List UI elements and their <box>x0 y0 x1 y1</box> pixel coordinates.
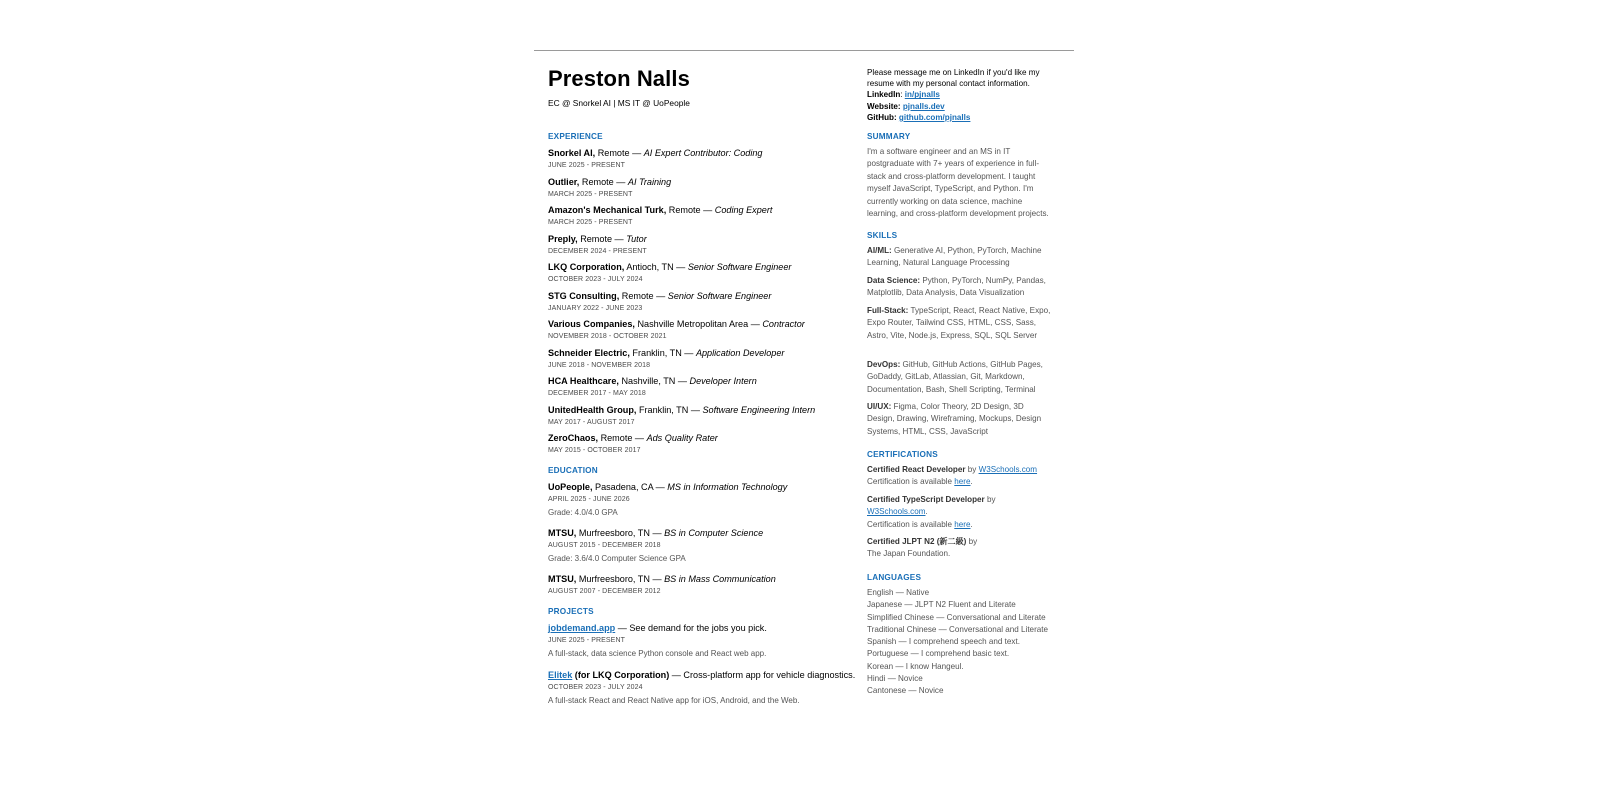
contact-block <box>867 67 1067 123</box>
project-dates: OCTOBER 2023 - JULY 2024 <box>548 684 643 691</box>
experience-location: Remote — <box>621 291 666 301</box>
contact-linkedin: LinkedIn: in/pjnalls <box>867 90 940 100</box>
experience-role: Senior Software Engineer <box>687 262 792 272</box>
experience-company: Outlier, <box>548 177 580 187</box>
resume-page <box>534 50 1074 790</box>
skill-list-text: Python, PyTorch, NumPy, Pandas, Matplotlib, Data Analysis, Data Visualization <box>867 276 1046 298</box>
experience-dates: MARCH 2025 - PRESENT <box>548 191 633 198</box>
certification-issuer: The Japan Foundation. <box>867 549 951 559</box>
education-dates: APRIL 2025 - JUNE 2026 <box>548 496 630 503</box>
language-item: Cantonese — Novice <box>867 686 944 696</box>
skill-list-text: Generative AI, Python, PyTorch, Machine Learning, Natural Language Processing <box>867 246 1042 268</box>
project-tagline: — See demand for the jobs you pick. <box>615 623 767 633</box>
experience-title <box>548 348 784 359</box>
language-item: Japanese — JLPT N2 Fluent and Literate <box>867 600 1016 610</box>
project-title <box>548 670 855 681</box>
experience-company: Preply, <box>548 234 578 244</box>
experience-location: Remote — <box>668 205 713 215</box>
skill-category: Full-Stack: <box>867 306 909 315</box>
certification-title: Certified React Developer <box>867 465 966 474</box>
skill-list-text: GitHub, GitHub Actions, GitHub Pages, GoDaddy, GitLab, Atlassian, Git, Markdown, Documentation, Bash, Shell Scripting, Terminal <box>867 360 1043 394</box>
experience-role: Developer Intern <box>689 376 757 386</box>
education-location: Murfreesboro, TN — <box>578 528 662 538</box>
certification-entry <box>867 536 1053 561</box>
contact-message: Please message me on LinkedIn if you'd like my resume with my personal contact information. <box>867 68 1040 89</box>
experience-company: Schneider Electric, <box>548 348 630 358</box>
experience-title <box>548 177 671 188</box>
education-location: Murfreesboro, TN — <box>578 574 662 584</box>
language-item: Korean — I know Hangeul. <box>867 661 964 671</box>
certification-entry <box>867 464 1053 489</box>
language-item: Simplified Chinese — Conversational and Literate <box>867 612 1046 622</box>
language-item: Spanish — I comprehend speech and text. <box>867 637 1020 647</box>
skill-category: AI/ML: <box>867 246 892 255</box>
experience-entry <box>548 177 671 199</box>
experience-dates: OCTOBER 2023 - JULY 2024 <box>548 276 643 283</box>
experience-entry <box>548 319 805 341</box>
experience-entry <box>548 291 771 313</box>
project-entry <box>548 623 767 659</box>
certification-title-line <box>867 536 1053 548</box>
education-entry <box>548 528 763 564</box>
experience-location: Franklin, TN — <box>638 405 700 415</box>
summary-text: I'm a software engineer and an MS in IT postgraduate with 7+ years of experience in full-stack and cross-platform development. I taught myself JavaScript, TypeScript, and Python. I'm currently working on data science, machine learning, and cross-platform development projects. <box>867 147 1049 219</box>
experience-role: Tutor <box>626 234 647 244</box>
experience-dates: JUNE 2025 - PRESENT <box>548 162 625 169</box>
education-school: UoPeople, <box>548 482 593 492</box>
certification-availability <box>867 519 1053 531</box>
experience-company: STG Consulting, <box>548 291 620 301</box>
experience-role: AI Expert Contributor: Coding <box>643 148 763 158</box>
experience-location: Remote — <box>600 433 645 443</box>
certification-title: Certified JLPT N2 (新二級) <box>867 537 967 546</box>
experience-title <box>548 433 718 444</box>
certification-here-link[interactable]: here <box>954 477 971 487</box>
experience-title <box>548 376 757 387</box>
skill-entry <box>867 305 1053 342</box>
certification-availability <box>867 476 1053 488</box>
education-degree: BS in Computer Science <box>664 528 764 538</box>
experience-dates: DECEMBER 2024 - PRESENT <box>548 248 647 255</box>
experience-location: Nashville, TN — <box>621 376 687 386</box>
experience-entry <box>548 148 763 170</box>
experience-role: Application Developer <box>695 348 785 358</box>
website-label: Website: <box>867 101 901 111</box>
experience-entry <box>548 433 718 455</box>
experience-role: Coding Expert <box>714 205 773 215</box>
education-grade: Grade: 3.6/4.0 Computer Science GPA <box>548 554 686 563</box>
project-description: A full-stack, data science Python console and React web app. <box>548 649 767 658</box>
experience-role: Contractor <box>762 319 805 329</box>
experience-entry <box>548 405 815 427</box>
experience-company: Various Companies, <box>548 319 635 329</box>
certification-issuer-link[interactable]: W3Schools.com <box>978 465 1038 474</box>
education-dates: AUGUST 2007 - DECEMBER 2012 <box>548 588 661 595</box>
experience-role: Ads Quality Rater <box>646 433 718 443</box>
project-client: (for LKQ Corporation) <box>572 670 670 680</box>
experience-location: Remote — <box>597 148 642 158</box>
education-location: Pasadena, CA — <box>595 482 665 492</box>
experience-entry <box>548 234 647 256</box>
experience-entry <box>548 262 791 284</box>
skill-list-text: Figma, Color Theory, 2D Design, 3D Design, Drawing, Wireframing, Mockups, Design Systems, HTML, CSS, JavaScript <box>867 402 1042 436</box>
certification-issuer-line <box>867 506 1053 518</box>
project-title <box>548 623 767 634</box>
github-link[interactable]: github.com/pjnalls <box>898 112 971 122</box>
experience-company: Snorkel AI, <box>548 148 596 158</box>
experience-location: Remote — <box>581 177 626 187</box>
education-dates: AUGUST 2015 - DECEMBER 2018 <box>548 542 661 549</box>
certification-entry <box>867 494 1053 531</box>
experience-title <box>548 262 791 273</box>
experience-title <box>548 405 815 416</box>
experience-dates: MARCH 2025 - PRESENT <box>548 219 633 226</box>
projects-heading: PROJECTS <box>548 607 594 616</box>
summary-heading: SUMMARY <box>867 132 911 141</box>
experience-company: LKQ Corporation, <box>548 262 625 272</box>
website-link[interactable]: pjnalls.dev <box>902 101 945 111</box>
experience-company: Amazon's Mechanical Turk, <box>548 205 667 215</box>
certification-issuer-link[interactable]: W3Schools.com <box>867 507 926 517</box>
education-grade: Grade: 4.0/4.0 GPA <box>548 508 618 517</box>
education-degree: MS in Information Technology <box>667 482 788 492</box>
experience-title <box>548 319 805 330</box>
languages-list <box>867 587 1053 698</box>
top-divider <box>534 50 1074 51</box>
experience-entry <box>548 205 772 227</box>
education-heading: EDUCATION <box>548 466 598 475</box>
project-description: A full-stack React and React Native app for iOS, Android, and the Web. <box>548 696 800 705</box>
project-entry <box>548 670 855 706</box>
contact-website <box>867 101 1067 112</box>
experience-title <box>548 148 763 159</box>
availability-text: Certification is available <box>867 519 955 529</box>
experience-role: AI Training <box>627 177 672 187</box>
experience-role: Software Engineering Intern <box>702 405 816 415</box>
punctuation: . <box>970 477 973 487</box>
certifications-heading: CERTIFICATIONS <box>867 450 938 459</box>
punctuation: . <box>970 519 973 529</box>
experience-location: Franklin, TN — <box>632 348 694 358</box>
resume-tagline: EC @ Snorkel AI | MS IT @ UoPeople <box>548 98 690 108</box>
experience-company: ZeroChaos, <box>548 433 599 443</box>
language-item: English — Native <box>867 588 930 597</box>
experience-location: Remote — <box>580 234 624 244</box>
experience-company: HCA Healthcare, <box>548 376 619 386</box>
language-item: Hindi — Novice <box>867 674 923 684</box>
education-entry <box>548 482 787 518</box>
skill-entry <box>867 275 1053 300</box>
experience-location: Antioch, TN — <box>626 262 686 272</box>
project-tagline: — Cross-platform app for vehicle diagnostics. <box>669 670 856 680</box>
education-entry <box>548 574 776 596</box>
education-title <box>548 482 787 493</box>
resume-name: Preston Nalls <box>548 66 690 91</box>
experience-dates: NOVEMBER 2018 - OCTOBER 2021 <box>548 333 667 340</box>
experience-company: UnitedHealth Group, <box>548 405 637 415</box>
experience-dates: MAY 2017 - AUGUST 2017 <box>548 419 635 426</box>
experience-title <box>548 234 647 245</box>
education-degree: BS in Mass Communication <box>664 574 776 584</box>
experience-role: Senior Software Engineer <box>667 291 772 301</box>
project-link[interactable]: Elitek <box>548 670 573 680</box>
linkedin-label: LinkedIn <box>867 90 901 100</box>
skill-entry <box>867 401 1053 438</box>
skill-entry <box>867 359 1053 396</box>
linkedin-link[interactable]: in/pjnalls <box>904 90 940 100</box>
experience-location: Nashville Metropolitan Area — <box>637 319 760 329</box>
skill-entry <box>867 245 1053 270</box>
certification-by: by <box>984 495 996 504</box>
experience-dates: JANUARY 2022 - JUNE 2023 <box>548 305 643 312</box>
certification-by: by <box>966 537 978 546</box>
project-dates: JUNE 2025 - PRESENT <box>548 637 625 644</box>
skill-list-text: TypeScript, React, React Native, Expo, Expo Router, Tailwind CSS, HTML, CSS, Sass, Astro, Vite, Node.js, Express, SQL, SQL Server <box>867 306 1051 340</box>
education-school: MTSU, <box>548 574 577 584</box>
skill-category: Data Science: <box>867 276 921 285</box>
experience-heading: EXPERIENCE <box>548 132 603 141</box>
certification-title-line <box>867 464 1053 476</box>
skill-category: UI/UX: <box>867 402 892 411</box>
certification-title-line <box>867 494 1053 506</box>
github-label: GitHub: <box>867 112 897 122</box>
skills-heading: SKILLS <box>867 231 898 240</box>
languages-heading: LANGUAGES <box>867 573 922 582</box>
certification-title: Certified TypeScript Developer <box>867 495 985 504</box>
experience-title <box>548 205 772 216</box>
experience-entry <box>548 376 757 398</box>
language-item: Portuguese — I comprehend basic text. <box>867 649 1010 659</box>
education-title <box>548 528 763 539</box>
certification-here-link[interactable]: here <box>954 519 971 529</box>
project-link[interactable]: jobdemand.app <box>548 623 616 633</box>
experience-dates: JUNE 2018 - NOVEMBER 2018 <box>548 362 651 369</box>
availability-text: Certification is available <box>867 477 955 487</box>
experience-entry <box>548 348 784 370</box>
education-school: MTSU, <box>548 528 577 538</box>
certification-by: by <box>965 465 979 474</box>
education-title <box>548 574 776 585</box>
language-item: Traditional Chinese — Conversational and Literate <box>867 624 1049 634</box>
experience-dates: MAY 2015 - OCTOBER 2017 <box>548 447 641 454</box>
experience-title <box>548 291 771 302</box>
punctuation: . <box>925 507 928 517</box>
contact-github <box>867 112 1067 123</box>
experience-dates: DECEMBER 2017 - MAY 2018 <box>548 390 646 397</box>
skill-category: DevOps: <box>867 360 901 369</box>
